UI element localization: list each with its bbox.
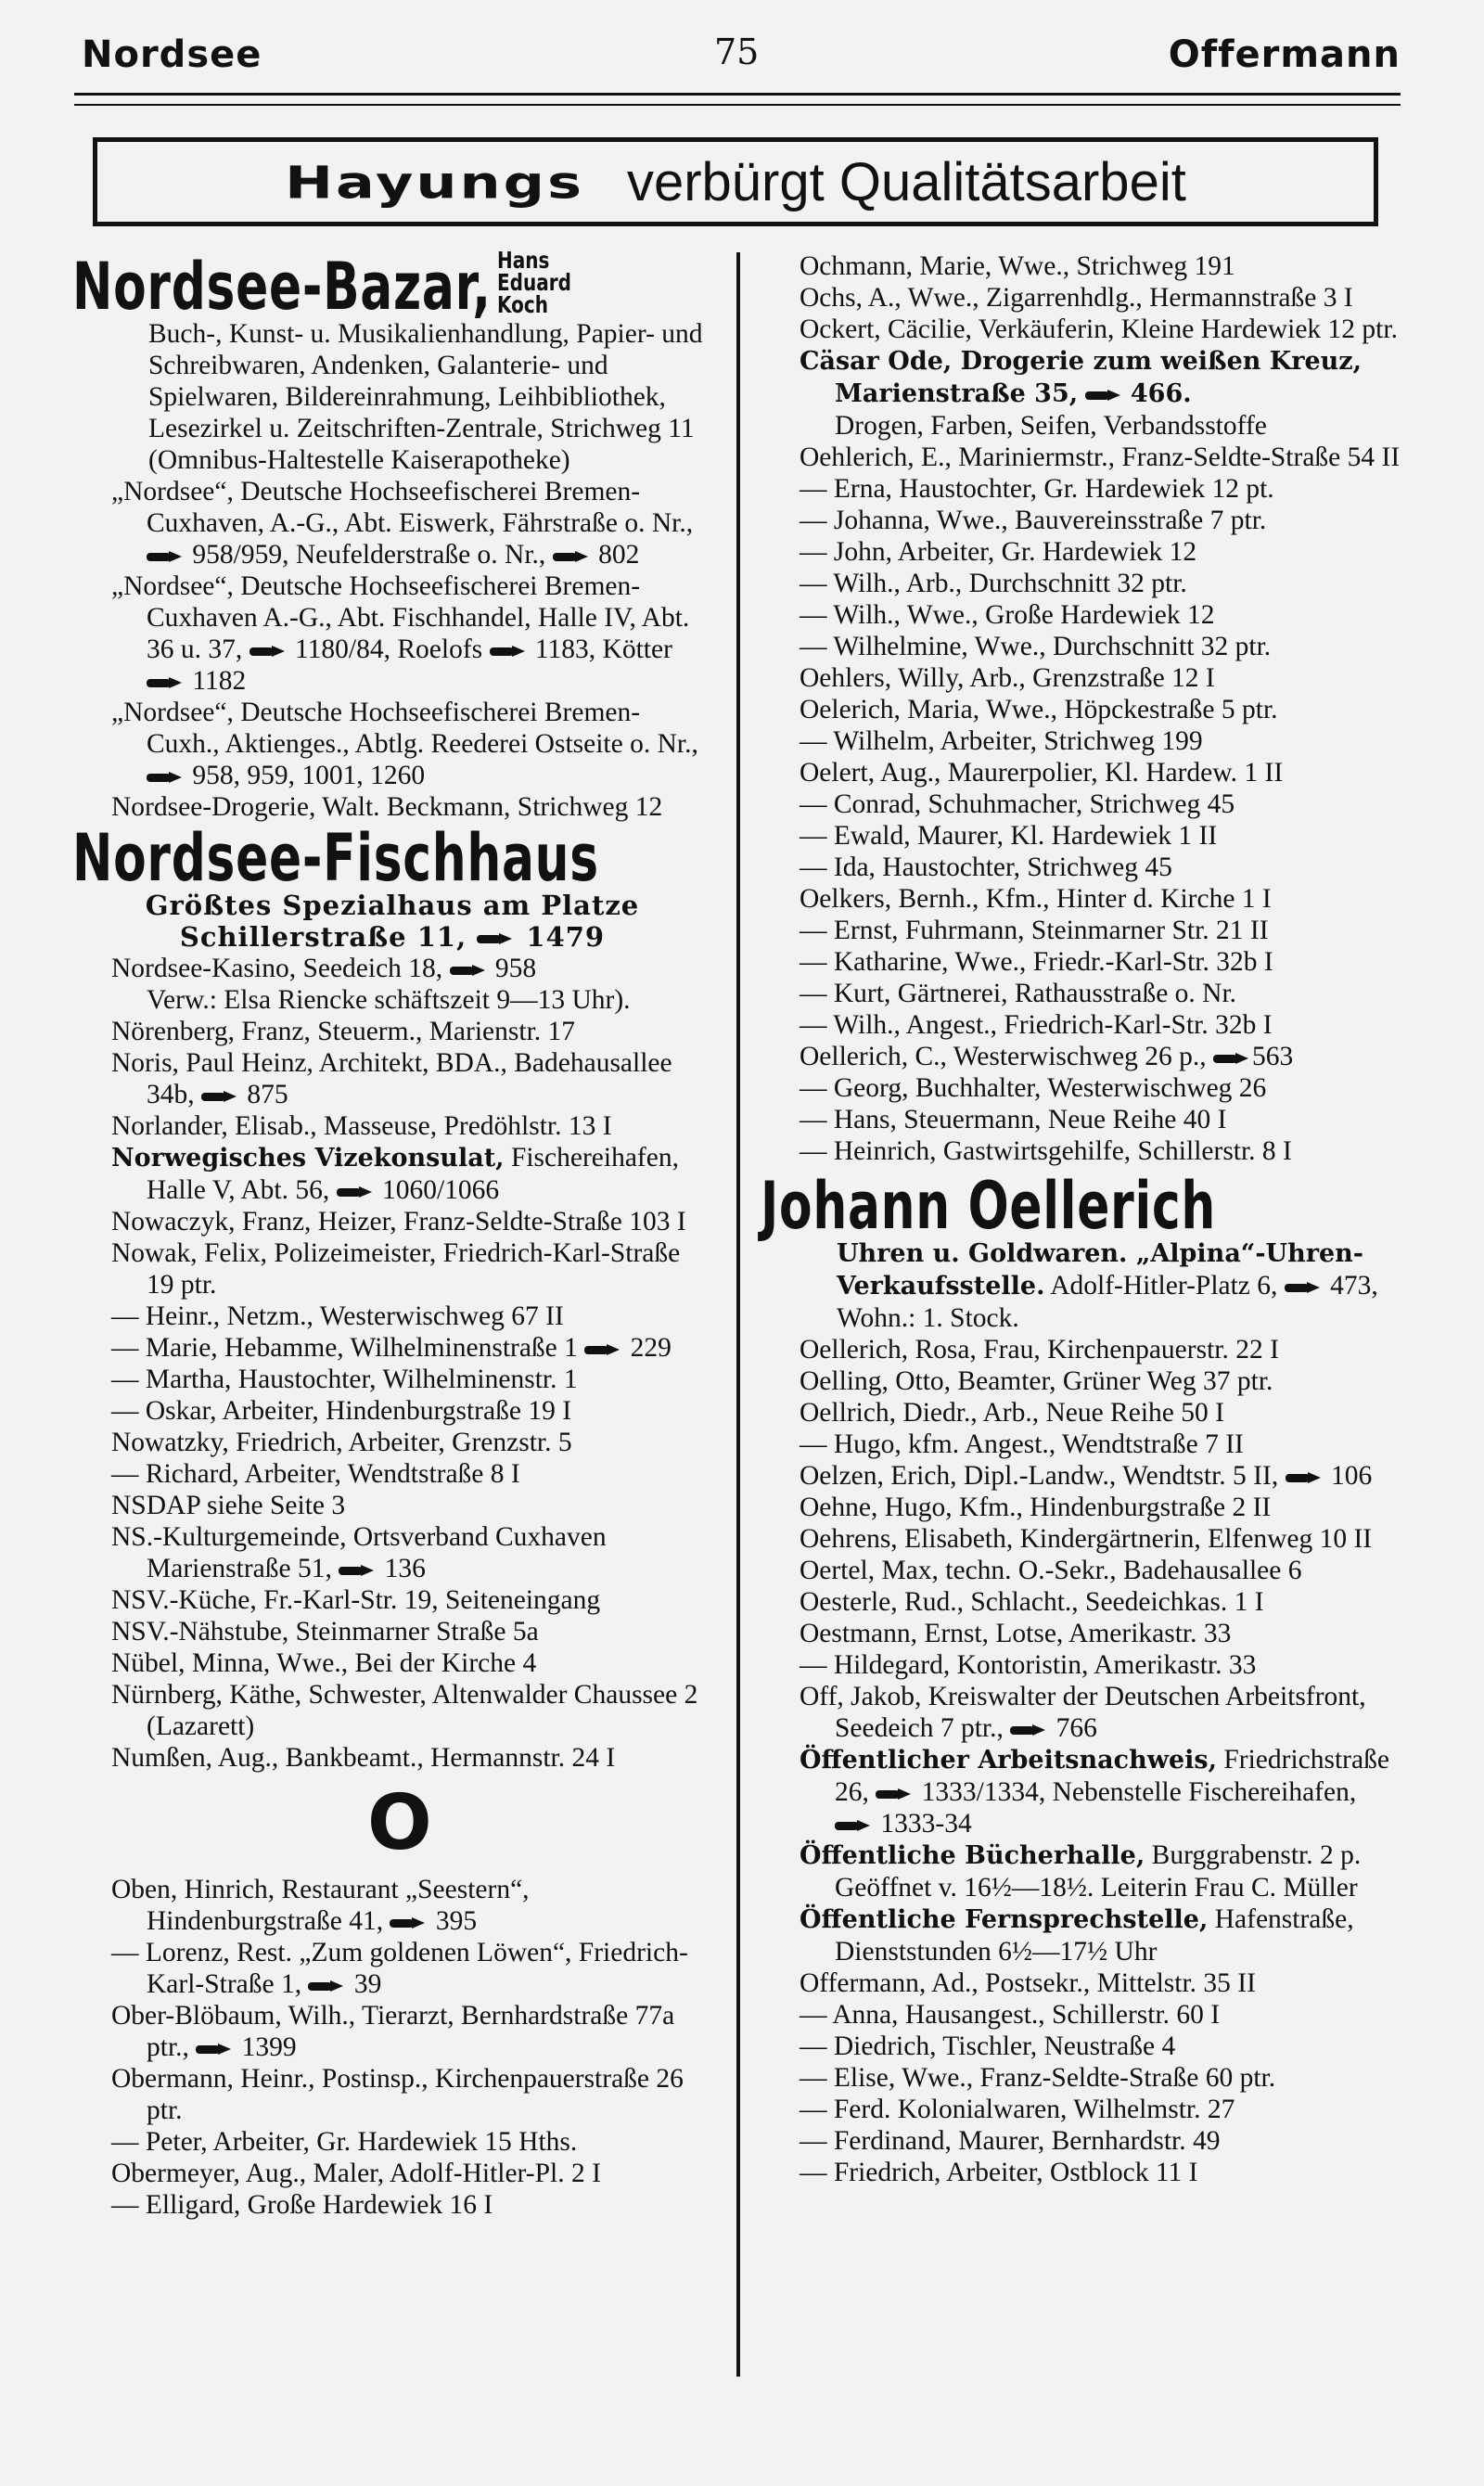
directory-entry: — Hildegard, Kontoristin, Amerikastr. 33	[800, 1650, 1257, 1680]
directory-entry: — Wilh., Wwe., Große Hardewiek 12	[800, 600, 1215, 630]
directory-entry: Nürnberg, Käthe, Schwester, Altenwalder Chaussee 2 (Lazarett)	[111, 1680, 698, 1741]
directory-entry: Oehlerich, E., Mariniermstr., Franz-Seldte-Straße 54 II	[800, 442, 1401, 472]
directory-entry: Ockert, Cäcilie, Verkäuferin, Kleine Hardewiek 12 ptr.	[800, 314, 1398, 344]
directory-entry: — Anna, Hausangest., Schillerstr. 60 I	[800, 2000, 1221, 2030]
telephone-icon	[1085, 390, 1124, 402]
directory-entry: NSV.-Nähstube, Steinmarner Straße 5a	[111, 1617, 539, 1647]
header-rule	[74, 93, 1401, 96]
directory-entry: Oelert, Aug., Maurerpolier, Kl. Hardew. 1 II	[800, 758, 1284, 788]
telephone-icon	[147, 772, 186, 784]
left-column	[72, 246, 712, 2221]
ad-oellerich-heading	[761, 1168, 1401, 1244]
telephone-icon	[147, 677, 186, 689]
telephone-icon	[450, 965, 489, 977]
directory-entry: — Erna, Haustochter, Gr. Hardewiek 12 pt.	[800, 474, 1274, 504]
directory-entry: Öffentlicher Arbeitsnachweis, Friedrichstraße 26, 1333/1334, Nebenstelle Fischereihafen, 1333-34	[800, 1745, 1389, 1839]
directory-entry: NS.-Kulturgemeinde, Ortsverband Cuxhaven Marienstraße 51, 136	[111, 1522, 607, 1583]
ad-nordsee-bazar-heading	[72, 247, 712, 325]
directory-entry: Oelling, Otto, Beamter, Grüner Weg 37 ptr.	[800, 1366, 1273, 1396]
advertisement-banner	[93, 137, 1378, 226]
directory-entry: — Martha, Haustochter, Wilhelminenstr. 1	[111, 1365, 578, 1394]
directory-entry: — Lorenz, Rest. „Zum goldenen Löwen“, Friedrich-Karl-Straße 1, 39	[111, 1938, 688, 1999]
directory-entry: Norwegisches Vizekonsulat, Fischereihafen, Halle V, Abt. 56, 1060/1066	[111, 1143, 679, 1205]
directory-entry: Oellerich, Rosa, Frau, Kirchenpauerstr. 22 I	[800, 1335, 1279, 1365]
directory-entry: Numßen, Aug., Bankbeamt., Hermannstr. 24 I	[111, 1743, 616, 1773]
directory-entry: — Elligard, Große Hardewiek 16 I	[111, 2190, 493, 2220]
directory-entry: Oben, Hinrich, Restaurant „Seestern“, Hindenburgstraße 41, 395	[111, 1875, 530, 1936]
directory-entry: Ochs, A., Wwe., Zigarrenhdlg., Hermannstraße 3 I	[800, 283, 1353, 313]
directory-entry: — Conrad, Schuhmacher, Strichweg 45	[800, 789, 1235, 819]
directory-entry: Obermeyer, Aug., Maler, Adolf-Hitler-Pl. 2 I	[111, 2159, 601, 2188]
directory-entry-continuation: Verw.: Elsa Riencke schäftszeit 9—13 Uhr).	[147, 985, 631, 1015]
telephone-icon	[477, 933, 516, 945]
directory-entry: — Friedrich, Arbeiter, Ostblock 11 I	[800, 2158, 1198, 2187]
telephone-icon	[249, 646, 288, 658]
directory-entry: — Johanna, Wwe., Bauvereinsstraße 7 ptr.	[800, 506, 1267, 535]
directory-entry: — Ida, Haustochter, Strichweg 45	[800, 852, 1172, 882]
directory-entry: Nübel, Minna, Wwe., Bei der Kirche 4	[111, 1648, 537, 1678]
telephone-icon	[490, 646, 529, 658]
ad-text: Uhren u. Goldwaren. „Alpina“-Uhren-Verkaufsstelle. Adolf-Hitler-Platz 6, 473, Wohn.: 1. Stock.	[837, 1239, 1378, 1333]
directory-entry: NSV.-Küche, Fr.-Karl-Str. 19, Seiteneingang	[111, 1585, 601, 1615]
directory-entry: Nowak, Felix, Polizeimeister, Friedrich-Karl-Straße 19 ptr.	[111, 1238, 681, 1300]
directory-entry: — Ewald, Maurer, Kl. Hardewiek 1 II	[800, 821, 1218, 851]
directory-entry: — Hans, Steuermann, Neue Reihe 40 I	[800, 1105, 1227, 1134]
header-rule-thin	[74, 104, 1401, 106]
telephone-icon	[876, 1788, 915, 1800]
ad-line: Größtes Spezialhaus am Platze	[145, 890, 640, 921]
page-number: 75	[714, 32, 760, 72]
directory-entry: Nowatzky, Friedrich, Arbeiter, Grenzstr. 5	[111, 1428, 572, 1457]
ad-title: Nordsee-Fischhaus	[72, 820, 599, 896]
directory-entry: — Georg, Buchhalter, Westerwischweg 26	[800, 1073, 1267, 1103]
directory-entry: Ober-Blöbaum, Wilh., Tierarzt, Bernhardstraße 77a ptr., 1399	[111, 2001, 675, 2062]
directory-entry: Noris, Paul Heinz, Architekt, BDA., Badehausallee 34b, 875	[111, 1048, 672, 1109]
directory-entry: — Wilh., Angest., Friedrich-Karl-Str. 32b I	[800, 1010, 1273, 1040]
ad-line: Schillerstraße 11, 1479	[179, 921, 606, 953]
directory-entry: Öffentliche Bücherhalle, Burggrabenstr. 2 p. Geöffnet v. 16½—18½. Leiterin Frau C. Müller	[800, 1840, 1362, 1903]
telephone-icon	[553, 551, 592, 563]
telephone-icon	[1213, 1053, 1252, 1065]
directory-entry: Oelkers, Bernh., Kfm., Hinter d. Kirche 1 I	[800, 884, 1272, 914]
column-divider	[736, 252, 740, 2377]
directory-entry: — Oskar, Arbeiter, Hindenburgstraße 19 I	[111, 1396, 572, 1426]
directory-entry: Öffentliche Fernsprechstelle, Hafenstraße, Dienststunden 6½—17½ Uhr	[800, 1904, 1354, 1967]
directory-entry: Oelerich, Maria, Wwe., Höpckestraße 5 ptr.	[800, 695, 1278, 724]
header-left-word: Nordsee	[82, 33, 262, 76]
directory-entry: Oellrich, Diedr., Arb., Neue Reihe 50 I	[800, 1398, 1224, 1428]
directory-entry: Oehrens, Elisabeth, Kindergärtnerin, Elfenweg 10 II	[800, 1524, 1373, 1554]
directory-entry: „Nordsee“, Deutsche Hochseefischerei Bremen-Cuxhaven A.-G., Abt. Fischhandel, Halle IV, Abt. 36 u. 37, 1180/84, Roelofs 1183, Kötter 1182	[111, 571, 690, 696]
directory-entry: Oehlers, Willy, Arb., Grenzstraße 12 I	[800, 663, 1215, 693]
running-header	[74, 28, 1401, 83]
telephone-icon	[308, 1980, 347, 1993]
directory-entry: — Marie, Hebamme, Wilhelminenstraße 1 229	[111, 1333, 672, 1363]
directory-entry: — Hugo, kfm. Angest., Wendtstraße 7 II	[800, 1429, 1244, 1459]
directory-entry: Offermann, Ad., Postsekr., Mittelstr. 35 II	[800, 1968, 1256, 1998]
ad-fischhaus-heading	[72, 820, 712, 896]
telephone-icon	[390, 1917, 429, 1929]
directory-entry-continuation: Drogen, Farben, Seifen, Verbandsstoffe	[835, 411, 1267, 441]
directory-entry: Oertel, Max, techn. O.-Sekr., Badehausallee 6	[800, 1556, 1302, 1585]
telephone-icon	[196, 2044, 235, 2056]
directory-entry: Oesterle, Rud., Schlacht., Seedeichkas. 1 I	[800, 1587, 1264, 1617]
section-letter-heading: O	[367, 1779, 432, 1867]
directory-entry: — Wilhelmine, Wwe., Durchschnitt 32 ptr.	[800, 632, 1272, 661]
banner-slogan: verbürgt Qualitätsarbeit	[626, 151, 1186, 212]
directory-entry: Ochmann, Marie, Wwe., Strichweg 191	[800, 251, 1235, 281]
telephone-icon	[1285, 1282, 1324, 1294]
directory-entry: „Nordsee“, Deutsche Hochseefischerei Bremen-Cuxh., Aktienges., Abtlg. Reederei Ostseite o. Nr., 958, 959, 1001, 1260	[111, 698, 698, 790]
telephone-icon	[337, 1186, 376, 1198]
directory-entry: — Wilhelm, Arbeiter, Strichweg 199	[800, 726, 1203, 756]
directory-entry: Obermann, Heinr., Postinsp., Kirchenpauerstraße 26 ptr.	[111, 2064, 684, 2125]
telephone-icon	[1010, 1724, 1049, 1736]
telephone-icon	[339, 1565, 377, 1577]
directory-entry: — John, Arbeiter, Gr. Hardewiek 12	[800, 537, 1197, 567]
directory-entry: — Richard, Arbeiter, Wendtstraße 8 I	[111, 1459, 520, 1489]
directory-entry: — Ernst, Fuhrmann, Steinmarner Str. 21 II	[800, 916, 1269, 945]
telephone-icon	[1286, 1472, 1324, 1484]
ad-text: Buch-, Kunst- u. Musikalienhandlung, Papier- und Schreibwaren, Andenken, Galanterie- und Spielwaren, Bildereinrahmung, Leihbibliothek, Lesezirkel u. Zeitschriften-Zentrale, Strichweg 11 (Omnibus-Haltestelle Kaiserapotheke)	[148, 319, 703, 475]
telephone-icon	[835, 1820, 874, 1832]
directory-entry: Oestmann, Ernst, Lotse, Amerikastr. 33	[800, 1619, 1232, 1648]
directory-entry: — Kurt, Gärtnerei, Rathausstraße o. Nr.	[800, 979, 1237, 1008]
directory-entry: — Heinrich, Gastwirtsgehilfe, Schillerstr. 8 I	[800, 1136, 1292, 1166]
directory-entry: Off, Jakob, Kreiswalter der Deutschen Arbeitsfront, Seedeich 7 ptr., 766	[800, 1682, 1366, 1743]
directory-entry: Norlander, Elisab., Masseuse, Predöhlstr. 13 I	[111, 1111, 612, 1141]
directory-entry: — Peter, Arbeiter, Gr. Hardewiek 15 Hths.	[111, 2127, 578, 2157]
directory-entry: — Katharine, Wwe., Friedr.-Karl-Str. 32b I	[800, 947, 1273, 977]
directory-entry: — Elise, Wwe., Franz-Seldte-Straße 60 ptr.	[800, 2063, 1276, 2093]
right-column	[761, 250, 1401, 2188]
banner-brand: Hayungs	[285, 155, 584, 209]
directory-entry: — Heinr., Netzm., Westerwischweg 67 II	[111, 1301, 564, 1331]
telephone-icon	[147, 551, 186, 563]
directory-entry: — Ferd. Kolonialwaren, Wilhelmstr. 27	[800, 2095, 1235, 2124]
directory-entry: — Diedrich, Tischler, Neustraße 4	[800, 2031, 1176, 2061]
directory-entry: Cäsar Ode, Drogerie zum weißen Kreuz, Marienstraße 35, 466.	[800, 347, 1362, 408]
directory-entry: Nordsee-Drogerie, Walt. Beckmann, Strichweg 12	[111, 792, 663, 822]
directory-entry: — Ferdinand, Maurer, Bernhardstr. 49	[800, 2126, 1221, 2156]
directory-entry: NSDAP siehe Seite 3	[111, 1491, 346, 1520]
directory-entry: Oellerich, C., Westerwischweg 26 p., 563	[800, 1042, 1294, 1071]
telephone-icon	[584, 1344, 623, 1356]
directory-entry: — Wilh., Arb., Durchschnitt 32 ptr.	[800, 569, 1187, 598]
directory-entry: Oelzen, Erich, Dipl.-Landw., Wendtstr. 5 II, 106	[800, 1461, 1373, 1491]
directory-entry: Nowaczyk, Franz, Heizer, Franz-Seldte-Straße 103 I	[111, 1207, 686, 1237]
ad-title: Nordsee-Bazar,	[72, 249, 492, 325]
ad-title: Johann Oellerich	[761, 1168, 1217, 1244]
header-right-word: Offermann	[1168, 33, 1401, 76]
directory-entry: Oehne, Hugo, Kfm., Hindenburgstraße 2 II	[800, 1493, 1272, 1522]
ad-owner: Hans Eduard Koch	[497, 247, 572, 318]
directory-entry: „Nordsee“, Deutsche Hochseefischerei Bremen-Cuxhaven, A.-G., Abt. Eiswerk, Fährstraße o. Nr., 958/959, Neufelderstraße o. Nr., 802	[111, 477, 694, 570]
telephone-icon	[201, 1091, 240, 1103]
directory-entry: Nörenberg, Franz, Steuerm., Marienstr. 17	[111, 1017, 576, 1046]
directory-entry: Nordsee-Kasino, Seedeich 18, 958	[111, 954, 537, 983]
